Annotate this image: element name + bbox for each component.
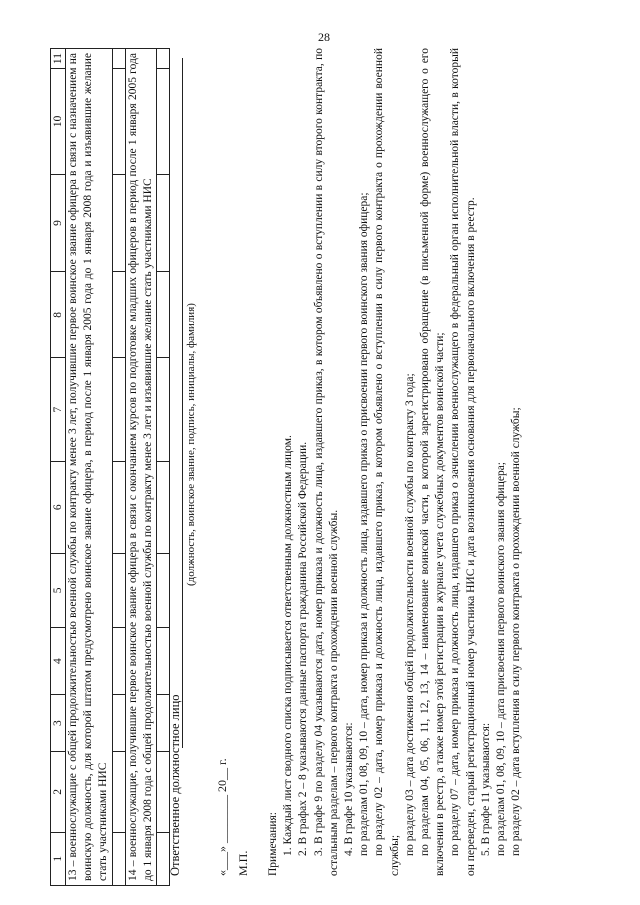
column-header: 8 [51,272,66,358]
stamp-place: М.П. [236,850,250,876]
note-line: 3. В графе 9 по разделу 04 указываются дата, номер приказа и должность лица, издавшего приказ, в котором объявлено о вступлении в силу второго контракта, по остальным разделам – первого контракта о прохождении военной службы. [312,48,340,876]
note-line: по разделу 02 – дата, номер приказа и должность лица, издавшего приказ, в котором объявлено о вступлении в силу первого контракта о прохождении военной службы; [373,48,401,876]
column-header: 5 [51,553,66,628]
table-header-row [51,49,66,886]
column-header: 7 [51,358,66,461]
column-header: 6 [51,461,66,553]
note-line: по разделам 01, 08, 09, 10 – дата присвоения первого воинского звания офицера; [495,461,508,856]
notes-section [266,48,524,876]
signature-line [182,58,183,748]
signature-caption: (должность, воинское звание, подпись, инициалы, фамилия) [185,303,197,586]
date-line: «___» ________ 20__ г. [215,758,229,876]
note-line: 2. В графах 2 – 8 указываются данные паспорта гражданина Российской Федерации. [297,441,310,856]
section-13-text: 13 – военнослужащие с общей продолжительностью военной службы по контракту менее 3 лет, получившие первое воинское звание офицера в связи с назначением на воинскую должность, для которой штатом предусмотрено воинское звание офицера, в период после 1 января 2005 года до 1 января 2008 года и изъявившие желание стать участниками НИС [66,49,113,886]
note-line: по разделам 01, 08, 09, 10 – дата, номер приказа и должность лица, издавшего приказ о присвоении первого воинского звания офицера; [358,192,371,856]
page-number: 28 [318,30,330,44]
responsible-official-label: Ответственное должностное лицо [168,694,182,876]
note-line: по разделу 02 – дата вступления в силу первого контракта о прохождении военной службы; [510,407,523,856]
note-line: по разделам 04, 05, 06, 11, 12, 13, 14 – наименование воинской части, в которой зарегистрировано обращение (в письменной форме) военнослужащего о его включении в реестр, а также номер этой регистрации в журнале учета служебных документов воинской части; [419,48,447,876]
section-14-text: 14 – военнослужащие, получившие первое воинское звание офицера в связи с окончанием курсов по подготовке младших офицеров в период после 1 января 2005 года до 1 января 2008 года с общей продолжительностью военной службы по контракту менее 3 лет и изъявившие желание стать участниками НИС [126,49,157,886]
column-header: 2 [51,752,66,832]
note-line: 4. В графе 10 указываются: [343,722,356,856]
note-line: по разделу 03 – дата достижения общей продолжительности военной службы по контракту 3 года; [403,373,416,856]
column-header: 9 [51,174,66,272]
rotated-page-content [50,31,610,886]
column-header: 11 [51,49,66,69]
table-row-empty [113,49,126,886]
table-row [66,49,113,886]
notes-heading: Примечания: [267,812,279,876]
note-line: 5. В графе 11 указываются: [479,722,492,856]
register-table [50,48,170,886]
column-header: 4 [51,628,66,695]
column-header: 1 [51,832,66,885]
table-row [126,49,157,886]
column-header: 3 [51,695,66,752]
note-line: по разделу 07 – дата, номер приказа и должность лица, издавшего приказ о зачислении военнослужащего в федеральный орган исполнительной власти, в который он переведен, старый регистрационный номер участника НИС и дата возникновения основания для первоначального включения в реестр. [449,48,477,876]
column-header: 10 [51,69,66,175]
note-line: 1. Каждый лист сводного списка подписывается ответственным должностным лицом. [282,435,295,856]
